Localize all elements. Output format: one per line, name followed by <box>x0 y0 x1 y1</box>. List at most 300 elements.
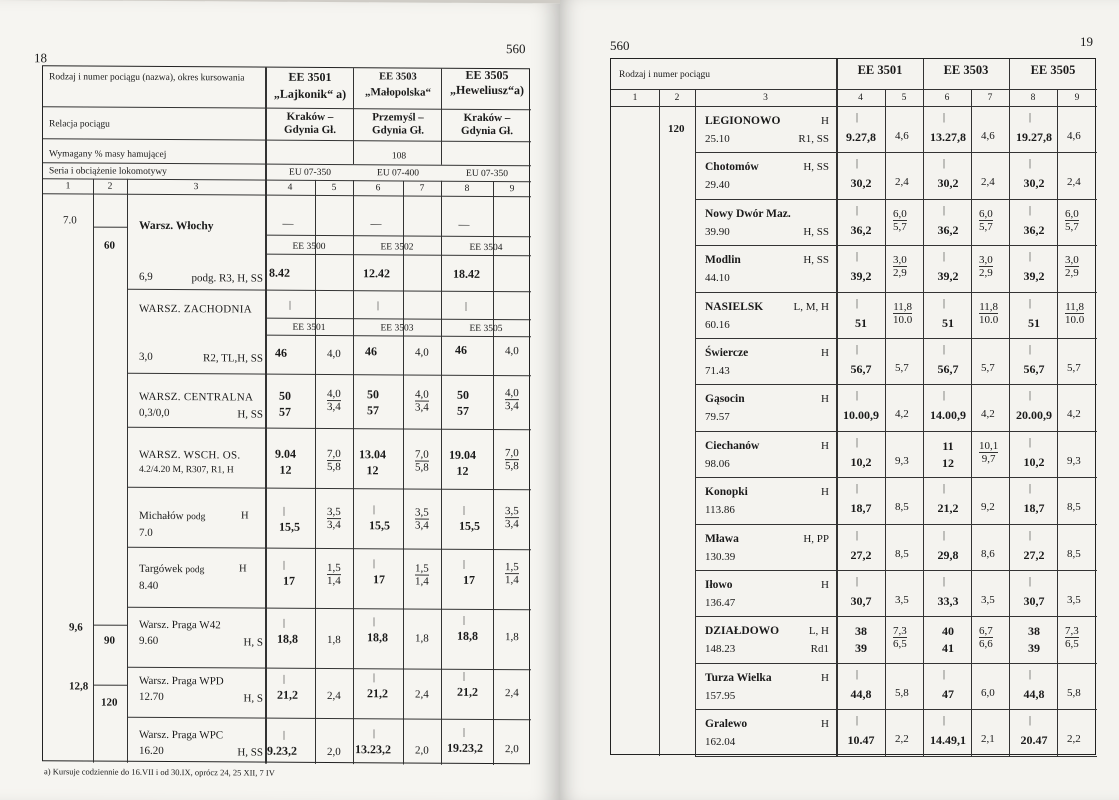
run-time: 9,2 <box>981 501 995 514</box>
left-page-number: 18 <box>34 50 47 66</box>
pass-time: 17 <box>373 572 385 587</box>
sub-train: EE 3503 <box>380 323 414 334</box>
pass-marker: | <box>943 390 946 402</box>
run-time: 4,0 <box>505 345 519 358</box>
arrival-time: 46 <box>365 344 377 359</box>
station-name: Gąsocin <box>705 393 745 406</box>
run-time-fraction: $\frac{6,0}{5,7}$ <box>893 207 907 233</box>
km-mark: 7.0 <box>63 214 77 227</box>
pass-marker: | <box>1029 668 1032 680</box>
station-name: Mława <box>705 532 739 545</box>
run-time: 3,5 <box>1067 594 1081 606</box>
pass-marker: | <box>856 251 859 263</box>
pass-time: 51 <box>855 315 867 330</box>
run-time-fraction: $\frac{3,5}{3,4}$ <box>415 506 429 532</box>
row-divider <box>695 292 1097 293</box>
station-name: Warsz. Praga W42 <box>139 618 221 632</box>
station-km: 9.60 <box>139 634 159 647</box>
row-divider <box>695 709 1097 710</box>
sub-train: EE 3502 <box>380 242 414 253</box>
train-3-time: — <box>458 218 470 231</box>
row-divider <box>695 199 1097 200</box>
pass-marker: | <box>1029 436 1032 448</box>
departure-time: 8.42 <box>269 265 290 280</box>
run-time-fraction: $\frac{1,5}{1,4}$ <box>327 561 341 588</box>
col-5-number: 5 <box>331 183 337 194</box>
arrival-time: 50 57 <box>367 387 379 418</box>
pass-marker: | <box>856 529 859 541</box>
run-time: 5,8 <box>895 686 909 699</box>
pass-time: 27,2 <box>1023 547 1045 562</box>
pass-time: 15,5 <box>459 518 480 533</box>
run-time-fraction: $\frac{7,0}{5,8}$ <box>327 447 341 474</box>
arr-dep-time: 40 41 <box>942 624 954 656</box>
station-name: Targówek podg <box>139 562 205 576</box>
right-timetable <box>610 58 1096 755</box>
col-4-number: 4 <box>287 182 293 193</box>
station-km: 3,0 <box>139 350 153 363</box>
station-name: Warsz. Praga WPC <box>139 728 224 742</box>
loco-label: Seria i obciążenie lokomotywy <box>49 166 167 178</box>
row-divider <box>695 338 1097 339</box>
pass-marker: | <box>943 112 946 123</box>
run-time-fraction: $\frac{6,7}{6,6}$ <box>979 625 993 651</box>
station-km: 44.10 <box>705 272 730 285</box>
station-name: WARSZ. CENTRALNA <box>139 390 254 404</box>
departure-time: 9.04 12 <box>275 446 296 477</box>
arr-dep-time: 38 39 <box>1028 624 1040 656</box>
station-km: 7.0 <box>139 526 153 539</box>
run-time: 1,8 <box>327 633 341 647</box>
pass-time: 30,2 <box>1023 176 1045 191</box>
row-divider <box>695 431 1097 432</box>
run-time: 2,4 <box>415 688 429 701</box>
station-name: Ciechanów <box>705 439 760 452</box>
pass-marker: | <box>856 668 859 680</box>
station-codes: H, S <box>243 692 263 705</box>
pass-marker: | <box>943 158 946 170</box>
run-time: 2,4 <box>1067 176 1081 189</box>
station-km: 12.70 <box>139 690 164 704</box>
col-4-number: 4 <box>858 93 863 103</box>
col-8-number: 8 <box>464 183 470 194</box>
train-3-number: EE 3505 <box>465 67 509 83</box>
station-codes: L, M, H <box>793 300 829 313</box>
arrival-time: 13.23,2 <box>355 742 391 757</box>
sub-train: EE 3500 <box>292 241 326 252</box>
station-km: 0,3/0,0 <box>139 406 170 420</box>
station-name: DZIAŁDOWO <box>705 625 780 638</box>
pass-time: 36,2 <box>850 222 872 237</box>
col-3-number: 3 <box>193 182 199 193</box>
station-name: Warsz. Praga WPD <box>139 674 224 688</box>
pass-marker: | <box>1029 251 1032 263</box>
station-km: 130.39 <box>705 550 736 563</box>
sub-train: EE 3504 <box>469 242 503 254</box>
train-2-number: EE 3503 <box>379 71 417 83</box>
arrival-time: 9.23,2 <box>267 743 297 758</box>
pass-time: 18,7 <box>1023 501 1045 516</box>
station-name: WARSZ. ZACHODNIA <box>139 302 252 316</box>
station-km: 4.2/4.20 M, R307, R1, H <box>139 464 234 476</box>
run-time: 8,5 <box>1067 501 1081 514</box>
station-codes: H <box>821 671 829 684</box>
run-time: 2,4 <box>327 689 341 703</box>
pass-time: 39,2 <box>1023 269 1045 284</box>
pass-time: 15,5 <box>369 518 390 533</box>
run-time-fraction: $\frac{3,0}{2,9}$ <box>979 254 993 280</box>
run-time: 6,0 <box>981 686 995 699</box>
pass-marker: | <box>943 576 946 587</box>
run-time: 2,0 <box>327 745 341 759</box>
pass-marker: | <box>943 668 946 680</box>
pass-time: 33,3 <box>937 594 959 608</box>
pass-time: 21,2 <box>937 501 959 516</box>
station-km: 113.86 <box>705 504 735 517</box>
station-km: 148.23 <box>705 643 736 656</box>
train-3-loco: EU 07-350 <box>466 168 508 180</box>
speed-limit: 90 <box>104 634 115 647</box>
station-codes: L, H <box>808 625 829 638</box>
row-divider <box>695 384 1097 385</box>
station-codes: H, PP <box>803 532 829 545</box>
station-km: 136.47 <box>705 597 736 609</box>
pass-time: 56,7 <box>850 362 872 376</box>
pass-time: 51 <box>942 315 954 330</box>
departure-time: 13.04 12 <box>359 447 386 478</box>
run-time-fraction: $\frac{11,8}{10.0}$ <box>979 300 999 326</box>
pass-time: 39,2 <box>850 269 872 284</box>
departure-time: 18.42 <box>453 266 480 281</box>
row-divider <box>695 756 1097 757</box>
run-time: 8,5 <box>895 501 909 514</box>
pass-marker: | <box>943 251 946 263</box>
speed-limit: 60 <box>104 239 115 252</box>
run-time: 8,6 <box>981 547 995 560</box>
km-mark: 9,6 <box>69 621 83 634</box>
station-codes: H <box>821 579 829 591</box>
run-time-fraction: $\frac{7,0}{5,8}$ <box>415 448 429 474</box>
station-codes: H <box>821 393 829 406</box>
station-codes: H, S <box>243 636 263 649</box>
pass-marker: | <box>1029 483 1032 495</box>
pass-marker: | <box>856 436 859 448</box>
station-codes: H, SS <box>803 254 829 267</box>
pass-time: 30,2 <box>937 176 959 191</box>
row-divider <box>695 245 1097 246</box>
speed-limit: 120 <box>101 696 118 709</box>
left-timetable: Rodzaj i numer pociągu (nazwa), okres kursowania Relacja pociągu Wymagany % masy hamującej Seria i obciążenie lokomotywy EE 3501 „Lajkonik“ a) EE 3503 „Małopolska“ EE 3505 „Heweliusz“a) Kraków – Gdynia Gł. Przemyśl – Gdynia Gł. Kraków – Gdynia Gł. 108 EU 07-350 EU 07-400 EU 07-350 1 2 3 4 5 6 7 8 9 7.0 9,6 12,8 60 90 120 Warsz. Włochy 6,9 podg. R3, H, SS — — — EE 3500 EE 3502 EE 3504 8.42 12.42 18.42 WARSZ. ZACHODNIA | | | EE 3501 EE 3503 EE 3505 3,0 R2, TL,H, SS 46 4,0 46 4,0 46 4,0 WARSZ. CENTRALNA 0,3/0,0 H, SS 50 57 $\frac{4,0}{3,4}$ 50 57 $\frac{4,0}{3,4}$ 50 57 $\frac{4,0}{3,4}$ WARSZ. WSCH. OS. 4.2/4.20 M, R307, R1, H 9.04 12 $\frac{7,0}{5,8}$ 13.04 12 $\frac{7,0}{5,8}$ 19.04 12 $\frac{7,0}{5,8}$ Michałów podg H 7.0 | 15,5 $\frac{3,5}{3,4}$ | 15,5 $\frac{3,5}{3,4}$ | 15,5 $\frac{3,5}{3,4}$ Targówek podg H 8.40 | 17 $\frac{1,5}{1,4}$ | 17 $\frac{1,5}{1,4}$ | 17 $\frac{1,5}{1,4}$ Warsz. Praga W42 9.60 H, S | 18,8 1,8 | 18,8 1,8 | 18,8 1,8 Warsz. Praga WPD 12.70 H, S | 21,2 2,4 | 21,2 2,4 | 21,2 2,4 Warsz. Praga WPC 16.20 H, SS | 9.23,2 2,0 | 13.23,2 2,0 | 19.23,2 2,0 <box>42 65 530 764</box>
pass-time: 30,7 <box>1023 594 1045 608</box>
pass-marker: | <box>856 483 859 495</box>
arrival-time: 50 57 <box>457 387 469 418</box>
station-km: 16.20 <box>139 744 164 758</box>
station-km: 98.06 <box>705 457 730 470</box>
pass-marker: | <box>1029 204 1032 216</box>
arrival-time: 19.23,2 <box>447 740 483 755</box>
arrival-time: 50 57 <box>279 388 291 419</box>
train-1-loco: EU 07-350 <box>289 167 331 179</box>
pass-time: 56,7 <box>1023 362 1045 376</box>
station-name: Modlin <box>705 254 741 267</box>
station-codes: H <box>821 115 829 127</box>
row-divider <box>695 663 1097 664</box>
pass-marker: | <box>856 112 859 123</box>
row-divider <box>695 152 1097 153</box>
train-1-time: — <box>282 217 294 230</box>
run-time-fraction: $\frac{6,0}{5,7}$ <box>979 207 993 233</box>
speed-limit: 120 <box>668 123 685 135</box>
pass-time: 36,2 <box>937 222 959 237</box>
pass-marker: | <box>856 576 859 587</box>
pass-time: 19.27,8 <box>1016 130 1052 144</box>
run-time: 4,6 <box>895 130 909 142</box>
brake-label: Wymagany % masy hamującej <box>49 149 167 161</box>
pass-marker: | <box>1029 715 1032 727</box>
run-time: 8,5 <box>895 547 909 560</box>
pass-marker: | <box>943 204 946 216</box>
pass-time: 39,2 <box>937 269 959 284</box>
station-km: 60.16 <box>705 318 730 331</box>
brake-value: 108 <box>391 151 407 162</box>
row-divider <box>695 477 1097 478</box>
station-km: 6,9 <box>139 270 153 283</box>
train-1-name: „Lajkonik“ a) <box>273 86 347 102</box>
train-2-relation: Przemyśl – Gdynia Gł. <box>372 111 424 137</box>
relation-label: Relacja pociągu <box>49 119 110 130</box>
pass-marker: | <box>943 529 946 541</box>
station-codes: H <box>241 510 249 522</box>
run-time-fraction: $\frac{3,5}{3,4}$ <box>505 505 519 531</box>
station-name: Nowy Dwór Maz. <box>705 207 791 220</box>
pass-time: 29,8 <box>937 547 959 562</box>
run-time-fraction: $\frac{4,0}{3,4}$ <box>505 387 519 413</box>
arrival-time: 46 <box>275 345 287 360</box>
pass-marker: | <box>1029 297 1032 309</box>
pass-time: 47 <box>942 686 954 701</box>
pass-marker: | <box>856 204 859 216</box>
station-name: WARSZ. WSCH. OS. <box>139 448 241 462</box>
station-codes: R1, SS <box>798 133 829 145</box>
pass-marker: | <box>856 344 859 355</box>
run-time: 4,6 <box>1067 130 1081 142</box>
col-8-number: 8 <box>1030 93 1036 103</box>
col-1-number: 1 <box>65 181 71 192</box>
pass-time: 10.00,9 <box>843 408 879 423</box>
footnote: a) Kursuje codziennie do 16.VII i od 30.IX, oprócz 24, 25 XII, 7 IV <box>44 766 275 778</box>
station-name: NASIELSK <box>705 300 764 313</box>
pass-marker: | <box>1029 112 1032 123</box>
station-km: 162.04 <box>705 736 736 749</box>
pass-time: 18,8 <box>457 628 478 643</box>
run-time: 2,0 <box>505 743 519 756</box>
col-2-number: 2 <box>674 93 680 103</box>
row-divider <box>695 524 1097 525</box>
run-time: 2,2 <box>895 733 909 746</box>
pass-marker: | <box>943 297 946 309</box>
pass-marker: | <box>1029 390 1032 402</box>
run-time: 9,3 <box>1067 454 1081 467</box>
col-9-number: 9 <box>509 184 515 195</box>
pass-time: 44,8 <box>850 686 872 701</box>
run-time: 5,7 <box>895 362 909 374</box>
col-6-number: 6 <box>375 183 381 194</box>
pass-time: 18,7 <box>850 501 872 516</box>
sub-train: EE 3501 <box>292 322 326 333</box>
pass-time: 9.27,8 <box>846 130 876 144</box>
station-name: LEGIONOWO <box>705 115 781 127</box>
col-7-number: 7 <box>987 93 993 103</box>
pass-marker: | <box>1029 344 1032 355</box>
station-name: Gralewo <box>705 718 748 731</box>
col-5-number: 5 <box>901 93 907 103</box>
pass-time: 14.49,1 <box>930 733 966 748</box>
run-time: 4,0 <box>415 346 429 359</box>
pass-marker: | <box>856 390 859 402</box>
run-time: 2,2 <box>1067 733 1081 746</box>
station-name: Chotomów <box>705 161 759 174</box>
right-corner-number: 560 <box>610 38 630 53</box>
pass-marker: | <box>856 715 859 727</box>
pass-time: 18,8 <box>277 631 298 646</box>
departure-time: 12.42 <box>363 266 390 281</box>
train-1-relation: Kraków – Gdynia Gł. <box>284 110 336 137</box>
pass-time: 17 <box>463 572 475 587</box>
station-codes: H, SS <box>237 408 263 421</box>
station-name: Iłowo <box>705 579 733 591</box>
run-time-fraction: $\frac{11,8}{10.0}$ <box>893 300 913 326</box>
run-time: 2,1 <box>981 733 995 746</box>
pass-time: 36,2 <box>1023 222 1045 237</box>
pass-time: 51 <box>1028 315 1040 330</box>
pass-marker: | <box>943 483 946 495</box>
pass-time: 56,7 <box>937 362 959 376</box>
pass-time: 13.27,8 <box>930 130 966 144</box>
train-3-name: „Heweliusz“a) <box>450 82 524 98</box>
pass-time: 20.47 <box>1020 733 1048 748</box>
station-codes: podg. R3, H, SS <box>191 272 263 285</box>
station-km: 8.40 <box>139 579 159 592</box>
run-time-fraction: $\frac{11,8}{10.0}$ <box>1065 300 1085 326</box>
run-time-fraction: $\frac{4,0}{3,4}$ <box>327 387 341 414</box>
pass-time: 30,2 <box>850 176 872 191</box>
arr-dep-time: 11 12 <box>942 438 954 470</box>
run-time-fraction: $\frac{10,1}{9,7}$ <box>979 439 999 465</box>
station-codes: H <box>821 439 829 452</box>
pass-time: 10.47 <box>847 733 875 748</box>
pass-time: 17 <box>283 573 295 588</box>
right-page-number: 19 <box>1080 34 1093 49</box>
run-time-fraction: $\frac{3,5}{3,4}$ <box>327 505 341 532</box>
train-2-name: „Małopolska“ <box>364 86 431 99</box>
run-time: 2,4 <box>981 176 995 189</box>
station-codes: H, SS <box>803 225 829 238</box>
run-time-fraction: $\frac{6,0}{5,7}$ <box>1065 207 1079 233</box>
right-page <box>560 0 1119 800</box>
pass-time: 21,2 <box>457 684 478 699</box>
pass-time: 27,2 <box>850 547 872 562</box>
col-6-number: 6 <box>944 93 950 103</box>
pass-time: 21,2 <box>367 686 388 701</box>
pass-marker: | <box>1029 529 1032 541</box>
col-1-number: 1 <box>632 93 638 103</box>
km-mark: 12,8 <box>69 680 89 693</box>
run-time: 1,8 <box>415 632 429 645</box>
run-time: 1,8 <box>505 631 519 644</box>
pass-time: 14.00,9 <box>930 408 966 423</box>
pass-marker: | <box>856 158 859 170</box>
row-divider <box>695 570 1097 571</box>
pass-time: 10,2 <box>850 454 872 469</box>
train-1-number: EE 3501 <box>288 69 332 85</box>
run-time-fraction: $\frac{1,5}{1,4}$ <box>415 562 429 588</box>
station-codes: H, SS <box>237 746 263 759</box>
run-time: 3,5 <box>895 594 909 606</box>
run-time: 8,5 <box>1067 547 1081 560</box>
station-km: 39.90 <box>705 225 730 238</box>
pass-marker: | <box>943 715 946 727</box>
col-2-number: 2 <box>107 181 113 192</box>
station-codes: H, SS <box>803 161 829 174</box>
station-codes: R2, TL,H, SS <box>202 352 263 365</box>
station-km: 79.57 <box>705 411 730 424</box>
run-time-fraction: $\frac{7,3}{6,5}$ <box>1065 625 1079 651</box>
station-km: 25.10 <box>705 133 730 145</box>
station-name: Konopki <box>705 486 748 499</box>
run-time-fraction: $\frac{7,3}{6,5}$ <box>893 625 907 651</box>
train-type-label: Rodzaj i numer pociągu <box>619 70 711 80</box>
pass-marker: | <box>943 344 946 355</box>
run-time-fraction: $\frac{7,0}{5,8}$ <box>505 447 519 473</box>
pass-time: 20.00,9 <box>1016 408 1052 423</box>
run-time: 2,4 <box>895 176 909 189</box>
run-time: 5,7 <box>981 362 995 374</box>
pass-time: 21,2 <box>277 687 298 702</box>
station-codes: H <box>239 563 247 575</box>
train-2-number: EE 3503 <box>943 63 989 77</box>
arr-dep-time: 38 39 <box>855 624 867 656</box>
train-1-number: EE 3501 <box>857 63 903 77</box>
pass-marker: | <box>1029 158 1032 170</box>
station-name: Turza Wielka <box>705 671 772 684</box>
station-name: Warsz. Włochy <box>139 219 214 233</box>
train-3-relation: Kraków – Gdynia Gł. <box>461 111 513 138</box>
run-time-fraction: $\frac{3,0}{2,9}$ <box>1065 254 1079 280</box>
run-time: 5,8 <box>1067 686 1081 699</box>
run-time-fraction: $\frac{4,0}{3,4}$ <box>415 388 429 414</box>
train-2-time: — <box>370 218 382 231</box>
sub-train: EE 3505 <box>469 323 503 335</box>
run-time: 4,2 <box>895 408 909 421</box>
station-codes: H <box>821 718 829 731</box>
arrival-time: 46 <box>455 342 467 357</box>
run-time: 3,5 <box>981 594 995 606</box>
run-time: 9,3 <box>895 454 909 467</box>
run-time-fraction: $\frac{1,5}{1,4}$ <box>505 561 519 587</box>
run-time: 2,4 <box>505 687 519 700</box>
run-time: 4,6 <box>981 130 995 142</box>
pass-time: 10,2 <box>1023 454 1045 469</box>
train-type-label: Rodzaj i numer pociągu (nazwa), okres kursowania <box>49 72 245 84</box>
pass-marker: | <box>1029 576 1032 587</box>
col-9-number: 9 <box>1074 93 1080 103</box>
pass-time: 18,8 <box>367 630 388 645</box>
departure-time: 19.04 12 <box>449 447 476 478</box>
station-km: 29.40 <box>705 179 730 192</box>
col-3-number: 3 <box>763 93 768 103</box>
run-time: 4,0 <box>327 347 341 361</box>
train-3-number: EE 3505 <box>1030 63 1076 77</box>
